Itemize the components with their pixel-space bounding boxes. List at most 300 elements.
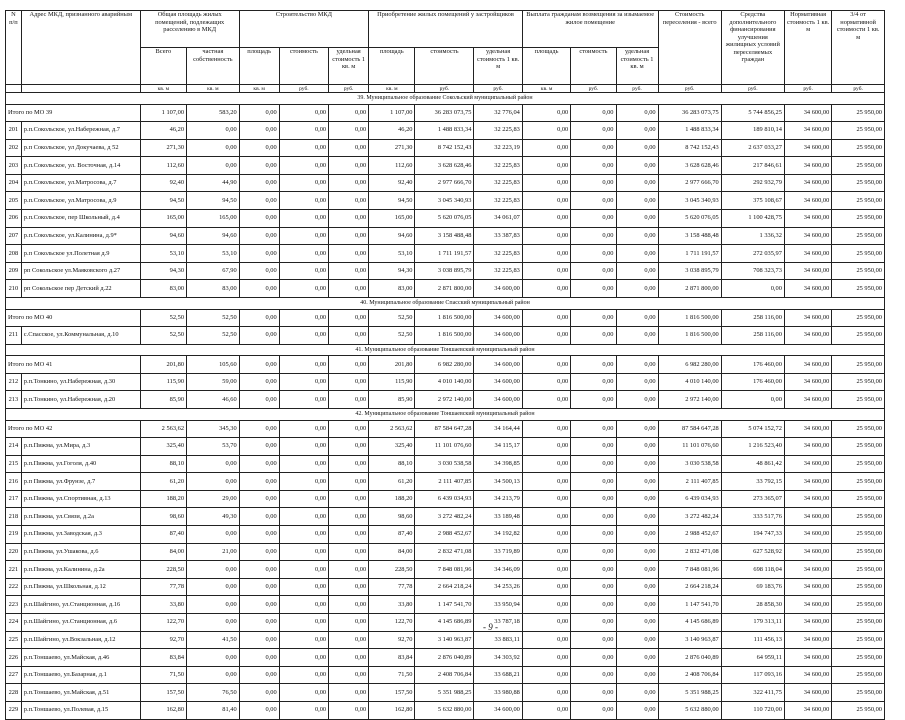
row-address: р.п.Сокольское, ул.Матросова, д.7 xyxy=(21,174,140,192)
value-cell: 0,00 xyxy=(571,666,616,684)
value-cell: 0,00 xyxy=(329,614,369,632)
value-cell: 25 950,00 xyxy=(832,139,885,157)
value-cell: 87 584 647,28 xyxy=(658,420,721,438)
value-cell: 0,00 xyxy=(187,614,240,632)
value-cell: 2 563,62 xyxy=(140,420,186,438)
value-cell: 0,00 xyxy=(571,356,616,374)
value-cell: 25 950,00 xyxy=(832,438,885,456)
row-address: р.п Сокольское, ул Докучаева, д 52 xyxy=(21,139,140,157)
row-address: р.п.Пижма, ул.Гоголя, д.40 xyxy=(21,455,140,473)
value-cell: 88,10 xyxy=(140,455,186,473)
row-number: 222 xyxy=(6,578,22,596)
value-cell: 32 776,04 xyxy=(474,104,522,122)
value-cell: 88,10 xyxy=(369,455,415,473)
value-cell: 0,00 xyxy=(616,157,658,175)
value-cell: 34 600,00 xyxy=(784,473,831,491)
value-cell: 0,00 xyxy=(571,490,616,508)
value-cell: 162,80 xyxy=(369,702,415,720)
section-row xyxy=(6,344,885,356)
value-cell: 0,00 xyxy=(571,309,616,327)
value-cell: 0,00 xyxy=(616,280,658,298)
value-cell: 83,00 xyxy=(187,280,240,298)
value-cell: 0,00 xyxy=(329,262,369,280)
value-cell: 83,84 xyxy=(140,649,186,667)
value-cell: 6 982 280,00 xyxy=(415,356,474,374)
value-cell: 34 600,00 xyxy=(784,245,831,263)
unit-cell xyxy=(21,85,140,93)
value-cell: 0,00 xyxy=(522,391,570,409)
value-cell: 0,00 xyxy=(571,327,616,345)
value-cell: 0,00 xyxy=(522,684,570,702)
value-cell: 0,00 xyxy=(279,649,328,667)
table-row xyxy=(6,702,885,720)
value-cell: 2 408 706,84 xyxy=(658,666,721,684)
value-cell: 0,00 xyxy=(571,157,616,175)
row-address: р.п.Пижма, ул.Связи, д.2а xyxy=(21,508,140,526)
value-cell: 0,00 xyxy=(239,666,279,684)
row-number: 229 xyxy=(6,702,22,720)
value-cell: 46,60 xyxy=(187,391,240,409)
value-cell: 1 107,00 xyxy=(369,104,415,122)
value-cell: 87 584 647,28 xyxy=(415,420,474,438)
value-cell: 7 848 081,96 xyxy=(415,561,474,579)
value-cell: 25 950,00 xyxy=(832,596,885,614)
header-no: N п/п xyxy=(6,11,22,85)
value-cell: 25 950,00 xyxy=(832,373,885,391)
value-cell: 98,60 xyxy=(369,508,415,526)
value-cell: 0,00 xyxy=(571,104,616,122)
value-cell: 1 336,32 xyxy=(721,227,784,245)
value-cell: 34 600,00 xyxy=(474,373,522,391)
value-cell: 36 283 073,75 xyxy=(658,104,721,122)
value-cell: 0,00 xyxy=(721,391,784,409)
value-cell: 0,00 xyxy=(329,280,369,298)
unit-cell: руб. xyxy=(329,85,369,93)
value-cell: 0,00 xyxy=(571,578,616,596)
section-title: 40. Муниципальное образование Спасский муниципальный район xyxy=(6,298,885,310)
value-cell: 2 111 407,85 xyxy=(658,473,721,491)
value-cell: 0,00 xyxy=(329,309,369,327)
value-cell: 0,00 xyxy=(571,192,616,210)
table-row xyxy=(6,192,885,210)
value-cell: 25 950,00 xyxy=(832,614,885,632)
value-cell: 34 600,00 xyxy=(474,309,522,327)
table-row xyxy=(6,526,885,544)
value-cell: 2 871 800,00 xyxy=(415,280,474,298)
header-extra-funds: Средства дополнительного финансирования улучшения жилищных условий переселяемых граждан xyxy=(721,11,784,85)
value-cell: 0,00 xyxy=(571,455,616,473)
value-cell: 0,00 xyxy=(616,192,658,210)
row-number: 209 xyxy=(6,262,22,280)
value-cell: 7 848 081,96 xyxy=(658,561,721,579)
value-cell: 76,50 xyxy=(187,684,240,702)
report-sheet xyxy=(5,10,885,720)
value-cell: 0,00 xyxy=(279,210,328,228)
row-address: р.п Пижма, ул.Фрунзе, д.7 xyxy=(21,473,140,491)
value-cell: 0,00 xyxy=(522,438,570,456)
value-cell: 25 950,00 xyxy=(832,245,885,263)
value-cell: 0,00 xyxy=(522,227,570,245)
value-cell: 179 313,11 xyxy=(721,614,784,632)
row-number: 212 xyxy=(6,373,22,391)
unit-cell xyxy=(6,85,22,93)
table-row xyxy=(6,262,885,280)
value-cell: 0,00 xyxy=(239,473,279,491)
header-address: Адрес МКД, признанного аварийным xyxy=(21,11,140,85)
value-cell: 34 253,26 xyxy=(474,578,522,596)
value-cell: 29,00 xyxy=(187,490,240,508)
value-cell: 25 950,00 xyxy=(832,649,885,667)
value-cell: 61,20 xyxy=(369,473,415,491)
value-cell: 0,00 xyxy=(239,490,279,508)
value-cell: 0,00 xyxy=(279,578,328,596)
value-cell: 34 600,00 xyxy=(784,702,831,720)
value-cell: 0,00 xyxy=(279,631,328,649)
row-address: р.п.Тонкино, ул.Набережная, д.20 xyxy=(21,391,140,409)
value-cell: 0,00 xyxy=(329,473,369,491)
value-cell: 1 816 500,00 xyxy=(415,309,474,327)
row-number: 228 xyxy=(6,684,22,702)
value-cell: 273 365,07 xyxy=(721,490,784,508)
value-cell: 52,50 xyxy=(140,309,186,327)
value-cell: 8 742 152,43 xyxy=(658,139,721,157)
value-cell: 0,00 xyxy=(239,327,279,345)
value-cell: 122,70 xyxy=(140,614,186,632)
value-cell: 0,00 xyxy=(329,356,369,374)
value-cell: 1 100 428,75 xyxy=(721,210,784,228)
resettlement-table xyxy=(5,10,885,720)
value-cell: 2 664 218,24 xyxy=(415,578,474,596)
value-cell: 0,00 xyxy=(239,280,279,298)
value-cell: 34 600,00 xyxy=(784,561,831,579)
value-cell: 115,90 xyxy=(369,373,415,391)
value-cell: 0,00 xyxy=(329,174,369,192)
section-row xyxy=(6,409,885,421)
value-cell: 3 030 538,58 xyxy=(658,455,721,473)
value-cell: 292 932,79 xyxy=(721,174,784,192)
row-number: 218 xyxy=(6,508,22,526)
value-cell: 25 950,00 xyxy=(832,262,885,280)
value-cell: 0,00 xyxy=(616,373,658,391)
value-cell: 1 488 833,34 xyxy=(658,122,721,140)
value-cell: 0,00 xyxy=(522,578,570,596)
table-row xyxy=(6,666,885,684)
value-cell: 6 982 280,00 xyxy=(658,356,721,374)
value-cell: 5 620 076,05 xyxy=(415,210,474,228)
value-cell: 0,00 xyxy=(329,578,369,596)
value-cell: 0,00 xyxy=(522,614,570,632)
unit-cell: кв. м xyxy=(239,85,279,93)
value-cell: 25 950,00 xyxy=(832,702,885,720)
value-cell: 4 010 140,00 xyxy=(415,373,474,391)
value-cell: 0,00 xyxy=(329,420,369,438)
value-cell: 0,00 xyxy=(329,490,369,508)
value-cell: 0,00 xyxy=(239,104,279,122)
value-cell: 3 272 482,24 xyxy=(658,508,721,526)
value-cell: 0,00 xyxy=(616,596,658,614)
value-cell: 34 600,00 xyxy=(784,490,831,508)
value-cell: 33 950,94 xyxy=(474,596,522,614)
row-address: с.Спасское, ул.Коммунальная, д.10 xyxy=(21,327,140,345)
value-cell: 44,90 xyxy=(187,174,240,192)
value-cell: 0,00 xyxy=(616,139,658,157)
value-cell: 2 977 666,70 xyxy=(415,174,474,192)
value-cell: 34 600,00 xyxy=(784,157,831,175)
value-cell: 0,00 xyxy=(522,649,570,667)
value-cell: 0,00 xyxy=(239,309,279,327)
value-cell: 0,00 xyxy=(616,473,658,491)
value-cell: 0,00 xyxy=(279,702,328,720)
unit-cell: руб. xyxy=(474,85,522,93)
header-compensation-unit-cost: удельная стоимость 1 кв. м xyxy=(616,48,658,85)
value-cell: 34 213,79 xyxy=(474,490,522,508)
row-number: 219 xyxy=(6,526,22,544)
value-cell: 34 600,00 xyxy=(784,631,831,649)
value-cell: 0,00 xyxy=(571,526,616,544)
value-cell: 5 632 880,00 xyxy=(658,702,721,720)
value-cell: 0,00 xyxy=(522,490,570,508)
value-cell: 34 600,00 xyxy=(784,327,831,345)
total-row xyxy=(6,420,885,438)
value-cell: 0,00 xyxy=(239,192,279,210)
value-cell: 34 600,00 xyxy=(784,280,831,298)
row-number: 211 xyxy=(6,327,22,345)
value-cell: 258 116,00 xyxy=(721,309,784,327)
value-cell: 34 303,92 xyxy=(474,649,522,667)
value-cell: 0,00 xyxy=(239,245,279,263)
value-cell: 0,00 xyxy=(279,122,328,140)
value-cell: 67,90 xyxy=(187,262,240,280)
value-cell: 28 858,30 xyxy=(721,596,784,614)
value-cell: 34 600,00 xyxy=(784,438,831,456)
value-cell: 0,00 xyxy=(616,631,658,649)
value-cell: 0,00 xyxy=(239,139,279,157)
value-cell: 165,00 xyxy=(140,210,186,228)
value-cell: 53,10 xyxy=(369,245,415,263)
value-cell: 34 600,00 xyxy=(784,508,831,526)
value-cell: 0,00 xyxy=(571,391,616,409)
value-cell: 0,00 xyxy=(329,438,369,456)
value-cell: 0,00 xyxy=(571,684,616,702)
table-row xyxy=(6,373,885,391)
value-cell: 32 225,83 xyxy=(474,157,522,175)
value-cell: 34 061,07 xyxy=(474,210,522,228)
value-cell: 25 950,00 xyxy=(832,490,885,508)
value-cell: 3 140 963,87 xyxy=(415,631,474,649)
value-cell: 0,00 xyxy=(239,122,279,140)
value-cell: 0,00 xyxy=(329,210,369,228)
value-cell: 34 600,00 xyxy=(784,684,831,702)
value-cell: 36 283 073,75 xyxy=(415,104,474,122)
header-purchase-unit-cost: удельная стоимость 1 кв. м xyxy=(474,48,522,85)
value-cell: 0,00 xyxy=(239,262,279,280)
value-cell: 94,60 xyxy=(140,227,186,245)
value-cell: 34 192,82 xyxy=(474,526,522,544)
total-label: Итого по МО 39 xyxy=(6,104,141,122)
value-cell: 0,00 xyxy=(522,543,570,561)
value-cell: 34 398,85 xyxy=(474,455,522,473)
value-cell: 0,00 xyxy=(239,438,279,456)
value-cell: 0,00 xyxy=(329,227,369,245)
header-resettle-cost: Стоимость переселения - всего xyxy=(658,11,721,85)
value-cell: 41,50 xyxy=(187,631,240,649)
value-cell: 1 107,00 xyxy=(140,104,186,122)
value-cell: 0,00 xyxy=(279,455,328,473)
value-cell: 61,20 xyxy=(140,473,186,491)
value-cell: 2 871 800,00 xyxy=(658,280,721,298)
value-cell: 25 950,00 xyxy=(832,666,885,684)
value-cell: 112,60 xyxy=(369,157,415,175)
value-cell: 0,00 xyxy=(616,104,658,122)
value-cell: 0,00 xyxy=(279,543,328,561)
row-number: 210 xyxy=(6,280,22,298)
value-cell: 122,70 xyxy=(369,614,415,632)
row-address: рп Сокольское ул.Маяковского д.27 xyxy=(21,262,140,280)
value-cell: 1 147 541,70 xyxy=(658,596,721,614)
value-cell: 345,30 xyxy=(187,420,240,438)
value-cell: 64 959,11 xyxy=(721,649,784,667)
table-row xyxy=(6,596,885,614)
value-cell: 94,50 xyxy=(369,192,415,210)
row-number: 203 xyxy=(6,157,22,175)
value-cell: 708 323,73 xyxy=(721,262,784,280)
value-cell: 0,00 xyxy=(522,631,570,649)
value-cell: 71,50 xyxy=(369,666,415,684)
value-cell: 83,00 xyxy=(369,280,415,298)
value-cell: 0,00 xyxy=(329,649,369,667)
value-cell: 0,00 xyxy=(187,455,240,473)
value-cell: 34 600,00 xyxy=(784,192,831,210)
value-cell: 188,20 xyxy=(140,490,186,508)
row-address: р.п.Пижма, ул.Спортивная, д.13 xyxy=(21,490,140,508)
value-cell: 2 563,62 xyxy=(369,420,415,438)
value-cell: 34 600,00 xyxy=(784,373,831,391)
total-label: Итого по МО 42 xyxy=(6,420,141,438)
value-cell: 25 950,00 xyxy=(832,508,885,526)
value-cell: 0,00 xyxy=(571,122,616,140)
value-cell: 0,00 xyxy=(522,702,570,720)
value-cell: 0,00 xyxy=(239,210,279,228)
value-cell: 0,00 xyxy=(571,420,616,438)
value-cell: 0,00 xyxy=(571,438,616,456)
value-cell: 25 950,00 xyxy=(832,561,885,579)
row-number: 201 xyxy=(6,122,22,140)
value-cell: 0,00 xyxy=(522,356,570,374)
value-cell: 0,00 xyxy=(279,508,328,526)
value-cell: 0,00 xyxy=(616,227,658,245)
value-cell: 2 988 452,67 xyxy=(658,526,721,544)
unit-cell: кв. м xyxy=(187,85,240,93)
header-construction-unit-cost: удельная стоимость 1 кв. м xyxy=(329,48,369,85)
value-cell: 0,00 xyxy=(187,561,240,579)
value-cell: 0,00 xyxy=(522,210,570,228)
value-cell: 111 456,13 xyxy=(721,631,784,649)
value-cell: 165,00 xyxy=(369,210,415,228)
unit-cell: руб. xyxy=(571,85,616,93)
value-cell: 1 816 500,00 xyxy=(415,327,474,345)
row-number: 215 xyxy=(6,455,22,473)
table-row xyxy=(6,578,885,596)
value-cell: 0,00 xyxy=(279,227,328,245)
value-cell: 11 101 076,60 xyxy=(658,438,721,456)
value-cell: 0,00 xyxy=(616,245,658,263)
value-cell: 94,50 xyxy=(140,192,186,210)
table-row xyxy=(6,684,885,702)
value-cell: 0,00 xyxy=(239,684,279,702)
value-cell: 0,00 xyxy=(616,666,658,684)
value-cell: 0,00 xyxy=(239,227,279,245)
value-cell: 25 950,00 xyxy=(832,210,885,228)
value-cell: 34 600,00 xyxy=(474,327,522,345)
value-cell: 0,00 xyxy=(329,327,369,345)
row-number: 204 xyxy=(6,174,22,192)
value-cell: 0,00 xyxy=(279,356,328,374)
unit-cell: руб. xyxy=(616,85,658,93)
value-cell: 34 600,00 xyxy=(784,104,831,122)
row-address: р.п.Пижма, ул.Ушакова, д.6 xyxy=(21,543,140,561)
value-cell: 5 074 152,72 xyxy=(721,420,784,438)
row-address: р.п.Шайгино, ул.Станционная, д.6 xyxy=(21,614,140,632)
value-cell: 4 010 140,00 xyxy=(658,373,721,391)
value-cell: 0,00 xyxy=(239,373,279,391)
header-total: Всего xyxy=(140,48,186,85)
section-row xyxy=(6,298,885,310)
value-cell: 0,00 xyxy=(239,543,279,561)
value-cell: 0,00 xyxy=(571,543,616,561)
value-cell: 0,00 xyxy=(279,438,328,456)
value-cell: 0,00 xyxy=(571,262,616,280)
value-cell: 34 115,17 xyxy=(474,438,522,456)
row-address: р.п.Пижма, ул.Мира, д.3 xyxy=(21,438,140,456)
value-cell: 5 620 076,05 xyxy=(658,210,721,228)
value-cell: 85,90 xyxy=(140,391,186,409)
header-construction: Строительство МКД xyxy=(239,11,369,48)
unit-cell: руб. xyxy=(721,85,784,93)
table-body xyxy=(6,85,885,720)
row-address: р.п.Тонкино, ул.Набережная, д.30 xyxy=(21,373,140,391)
value-cell: 83,84 xyxy=(369,649,415,667)
value-cell: 87,40 xyxy=(369,526,415,544)
row-address: р.п.Шайгино, ул.Станционная, д.16 xyxy=(21,596,140,614)
row-address: р.п.Пижма, ул.Калинина, д.2а xyxy=(21,561,140,579)
value-cell: 0,00 xyxy=(616,508,658,526)
value-cell: 0,00 xyxy=(239,455,279,473)
value-cell: 375 108,67 xyxy=(721,192,784,210)
value-cell: 25 950,00 xyxy=(832,122,885,140)
value-cell: 1 147 541,70 xyxy=(415,596,474,614)
value-cell: 0,00 xyxy=(239,561,279,579)
unit-cell: руб. xyxy=(415,85,474,93)
value-cell: 105,60 xyxy=(187,356,240,374)
value-cell: 189 810,14 xyxy=(721,122,784,140)
value-cell: 157,50 xyxy=(369,684,415,702)
value-cell: 94,30 xyxy=(140,262,186,280)
value-cell: 34 600,00 xyxy=(784,666,831,684)
value-cell: 48 861,42 xyxy=(721,455,784,473)
value-cell: 52,50 xyxy=(369,327,415,345)
value-cell: 0,00 xyxy=(616,543,658,561)
table-row xyxy=(6,438,885,456)
value-cell: 94,60 xyxy=(187,227,240,245)
value-cell: 2 977 666,70 xyxy=(658,174,721,192)
value-cell: 85,90 xyxy=(369,391,415,409)
value-cell: 0,00 xyxy=(279,192,328,210)
value-cell: 0,00 xyxy=(616,614,658,632)
row-address: р.п.Тоншаево, ул.Майская, д.51 xyxy=(21,684,140,702)
value-cell: 0,00 xyxy=(616,702,658,720)
value-cell: 53,70 xyxy=(187,438,240,456)
value-cell: 0,00 xyxy=(239,649,279,667)
